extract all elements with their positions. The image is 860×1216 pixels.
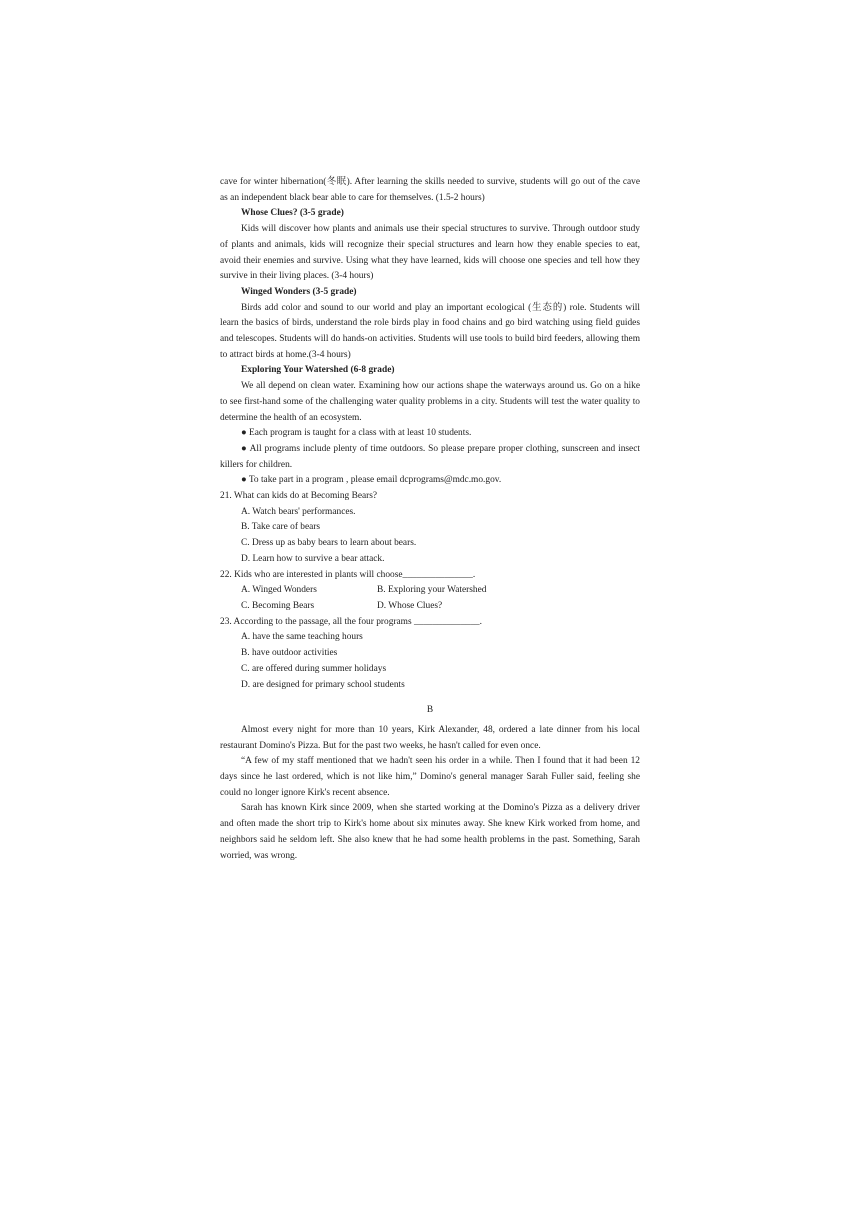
question-22-options-row-1 (220, 583, 640, 599)
passage-a-intro-continuation: cave for winter hibernation(冬眠). After learning the skills needed to survive, students will go out of the cave as an independent black bear able to care for themselves. (1.5-2 hours) (220, 177, 640, 203)
program-text-whose-clues: Kids will discover how plants and animals use their special structures to survive. Through outdoor study of plants and animals, kids will recognize their special structures and learn how they enable species to eat, avoid their enemies and survive. Using what they have learned, kids will choose one species and tell how they survive in their living places. (3-4 hours) (220, 224, 640, 282)
question-22-option-a: A. Winged Wonders (241, 585, 317, 596)
question-23-option-d: D. are designed for primary school students (241, 679, 405, 690)
passage-b-paragraph-1: Almost every night for more than 10 years, Kirk Alexander, 48, ordered a late dinner from his local restaurant Domino's Pizza. But for the past two weeks, he hasn't called for even once. (220, 724, 640, 751)
note-email-contact: ● To take part in a program , please email dcprograms@mdc.mo.gov. (241, 475, 502, 486)
question-22-option-d: D. Whose Clues? (377, 600, 443, 611)
question-21-option-a: A. Watch bears' performances. (241, 506, 356, 517)
question-22-stem: 22. Kids who are interested in plants will choose_______________. (220, 569, 476, 580)
exam-text-block (220, 175, 640, 864)
question-23-option-a: A. have the same teaching hours (241, 632, 363, 643)
question-21-option-d: D. Learn how to survive a bear attack. (241, 553, 385, 564)
question-22-option-c: C. Becoming Bears (241, 600, 315, 611)
passage-b-letter: B (426, 705, 434, 716)
question-21-stem: 21. What can kids do at Becoming Bears? (220, 491, 378, 502)
question-23-stem: 23. According to the passage, all the four programs ______________. (220, 616, 482, 627)
program-title-whose-clues: Whose Clues? (3-5 grade) (241, 208, 344, 219)
question-23-option-c: C. are offered during summer holidays (241, 663, 387, 674)
question-21-option-b: B. Take care of bears (241, 522, 321, 533)
passage-b-paragraph-3: Sarah has known Kirk since 2009, when she started working at the Domino's Pizza as a delivery driver and often made the short trip to Kirk's home about six minutes away. She knew Kirk worked from home, and neighbors said he seldom left. She also knew that he had some health problems in the past. Something, Sarah worried, was wrong. (220, 803, 640, 861)
program-text-exploring-watershed: We all depend on clean water. Examining how our actions shape the waterways around us. Go on a hike to see first-hand some of the challenging water quality problems in a city. Students will test the water quality to determine the health of an ecosystem. (220, 381, 640, 423)
question-21-option-c: C. Dress up as baby bears to learn about bears. (241, 538, 417, 549)
note-class-size: ● Each program is taught for a class with at least 10 students. (241, 428, 472, 439)
program-title-winged-wonders: Winged Wonders (3-5 grade) (241, 286, 357, 297)
program-title-exploring-watershed: Exploring Your Watershed (6-8 grade) (241, 365, 395, 376)
question-22-options-row-2 (220, 599, 640, 615)
note-outdoor-preparation: ● All programs include plenty of time outdoors. So please prepare proper clothing, sunscreen and insect killers for children. (220, 443, 640, 470)
question-22-option-b: B. Exploring your Watershed (377, 585, 487, 596)
question-23-option-b: B. have outdoor activities (241, 648, 338, 659)
passage-b-paragraph-2: “A few of my staff mentioned that we hadn't seen his order in a while. Then I found that it had been 12 days since he last ordered, which is not like him,” Domino's general manager Sarah Fuller said, feeling she could no longer ignore Kirk's recent absence. (220, 756, 640, 798)
program-text-winged-wonders: Birds add color and sound to our world and play an important ecological (生态的) role. Students will learn the basics of birds, understand the role birds play in food chains and go bird watching using field guides and telescopes. Students will do hands-on activities. Students will use tools to build bird feeders, allowing them to attract birds at home.(3-4 hours) (220, 302, 640, 360)
